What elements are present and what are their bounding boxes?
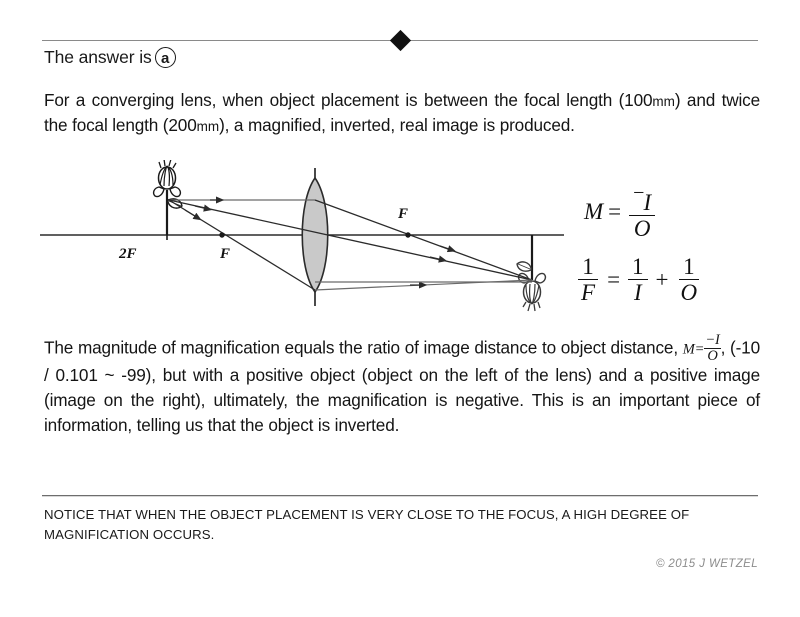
lens-eq-plus: + xyxy=(655,266,669,292)
converging-lens xyxy=(302,178,328,292)
notice-text: NOTICE THAT WHEN THE OBJECT PLACEMENT IS VERY CLOSE TO THE FOCUS, A HIGH DEGREE OF MAGNIFICATION OCCURS. xyxy=(44,507,690,543)
magnification-equation xyxy=(584,183,776,241)
ray-diagram-figure xyxy=(40,160,570,325)
body-inline-numerator: −I xyxy=(705,332,720,348)
body-inline-denominator: O xyxy=(707,347,718,364)
magnification-numerator xyxy=(629,183,655,216)
body-formula-equals: = xyxy=(694,341,705,358)
lens-eq-term2-fraction xyxy=(677,255,702,305)
magnification-fraction xyxy=(629,183,655,241)
answer-line xyxy=(44,47,176,68)
lens-eq-term2-numerator: 1 xyxy=(679,255,699,280)
body-part2: , (-10 / 0.101 ~ -99), but with a positive object (object on the left of the lens) and a positive image (image on the right), ultimately, the magnification is negative. This is an important piece of information, telling us that the object is inverted. xyxy=(44,337,761,435)
magnification-lhs: M xyxy=(584,198,604,224)
image-flower-inverted xyxy=(517,235,545,311)
intro-part2: ) and twice the focal length (200 xyxy=(44,90,760,135)
intro-unit1: mm xyxy=(652,94,675,109)
lens-eq-lhs-denominator: F xyxy=(581,280,596,306)
body-formula-m: M xyxy=(682,341,695,358)
intro-part1: For a converging lens, when object placement is between the focal length (100 xyxy=(44,90,653,110)
ray-through-center xyxy=(169,200,532,280)
lens-eq-term1-fraction xyxy=(628,255,648,305)
label-f-left: F xyxy=(220,246,231,262)
body-paragraph xyxy=(44,333,760,437)
lens-eq-term1-denominator: I xyxy=(633,280,642,306)
bottom-divider xyxy=(42,495,758,497)
answer-prefix-label: The answer is xyxy=(44,47,152,67)
body-inline-fraction xyxy=(704,333,720,363)
magnification-negative-sign: − xyxy=(633,182,645,204)
answer-choice-badge: a xyxy=(155,47,176,68)
label-f-right: F xyxy=(398,206,409,222)
lens-eq-term2-denominator: O xyxy=(680,280,698,306)
intro-unit2: mm xyxy=(196,118,220,134)
lens-eq-equals: = xyxy=(607,266,621,292)
lens-eq-lhs-fraction xyxy=(577,255,599,305)
equations-block xyxy=(566,183,776,305)
lens-eq-term1-numerator: 1 xyxy=(628,255,648,280)
copyright-text: © 2015 J WETZEL xyxy=(655,558,758,570)
diamond-marker-icon xyxy=(390,30,411,51)
magnification-numerator-symbol: I xyxy=(643,190,652,215)
intro-paragraph xyxy=(44,88,760,138)
lens-eq-lhs-numerator: 1 xyxy=(578,255,598,280)
label-2f-left: 2F xyxy=(119,246,137,262)
lens-equation xyxy=(574,255,776,305)
object-flower-upright xyxy=(154,160,182,208)
magnification-denominator: O xyxy=(633,216,651,242)
magnification-equals: = xyxy=(608,198,622,224)
intro-part3: ), a magnified, inverted, real image is produced. xyxy=(219,114,575,135)
body-part1: The magnitude of magnification equals the ratio of image distance to object distance, xyxy=(44,337,683,358)
